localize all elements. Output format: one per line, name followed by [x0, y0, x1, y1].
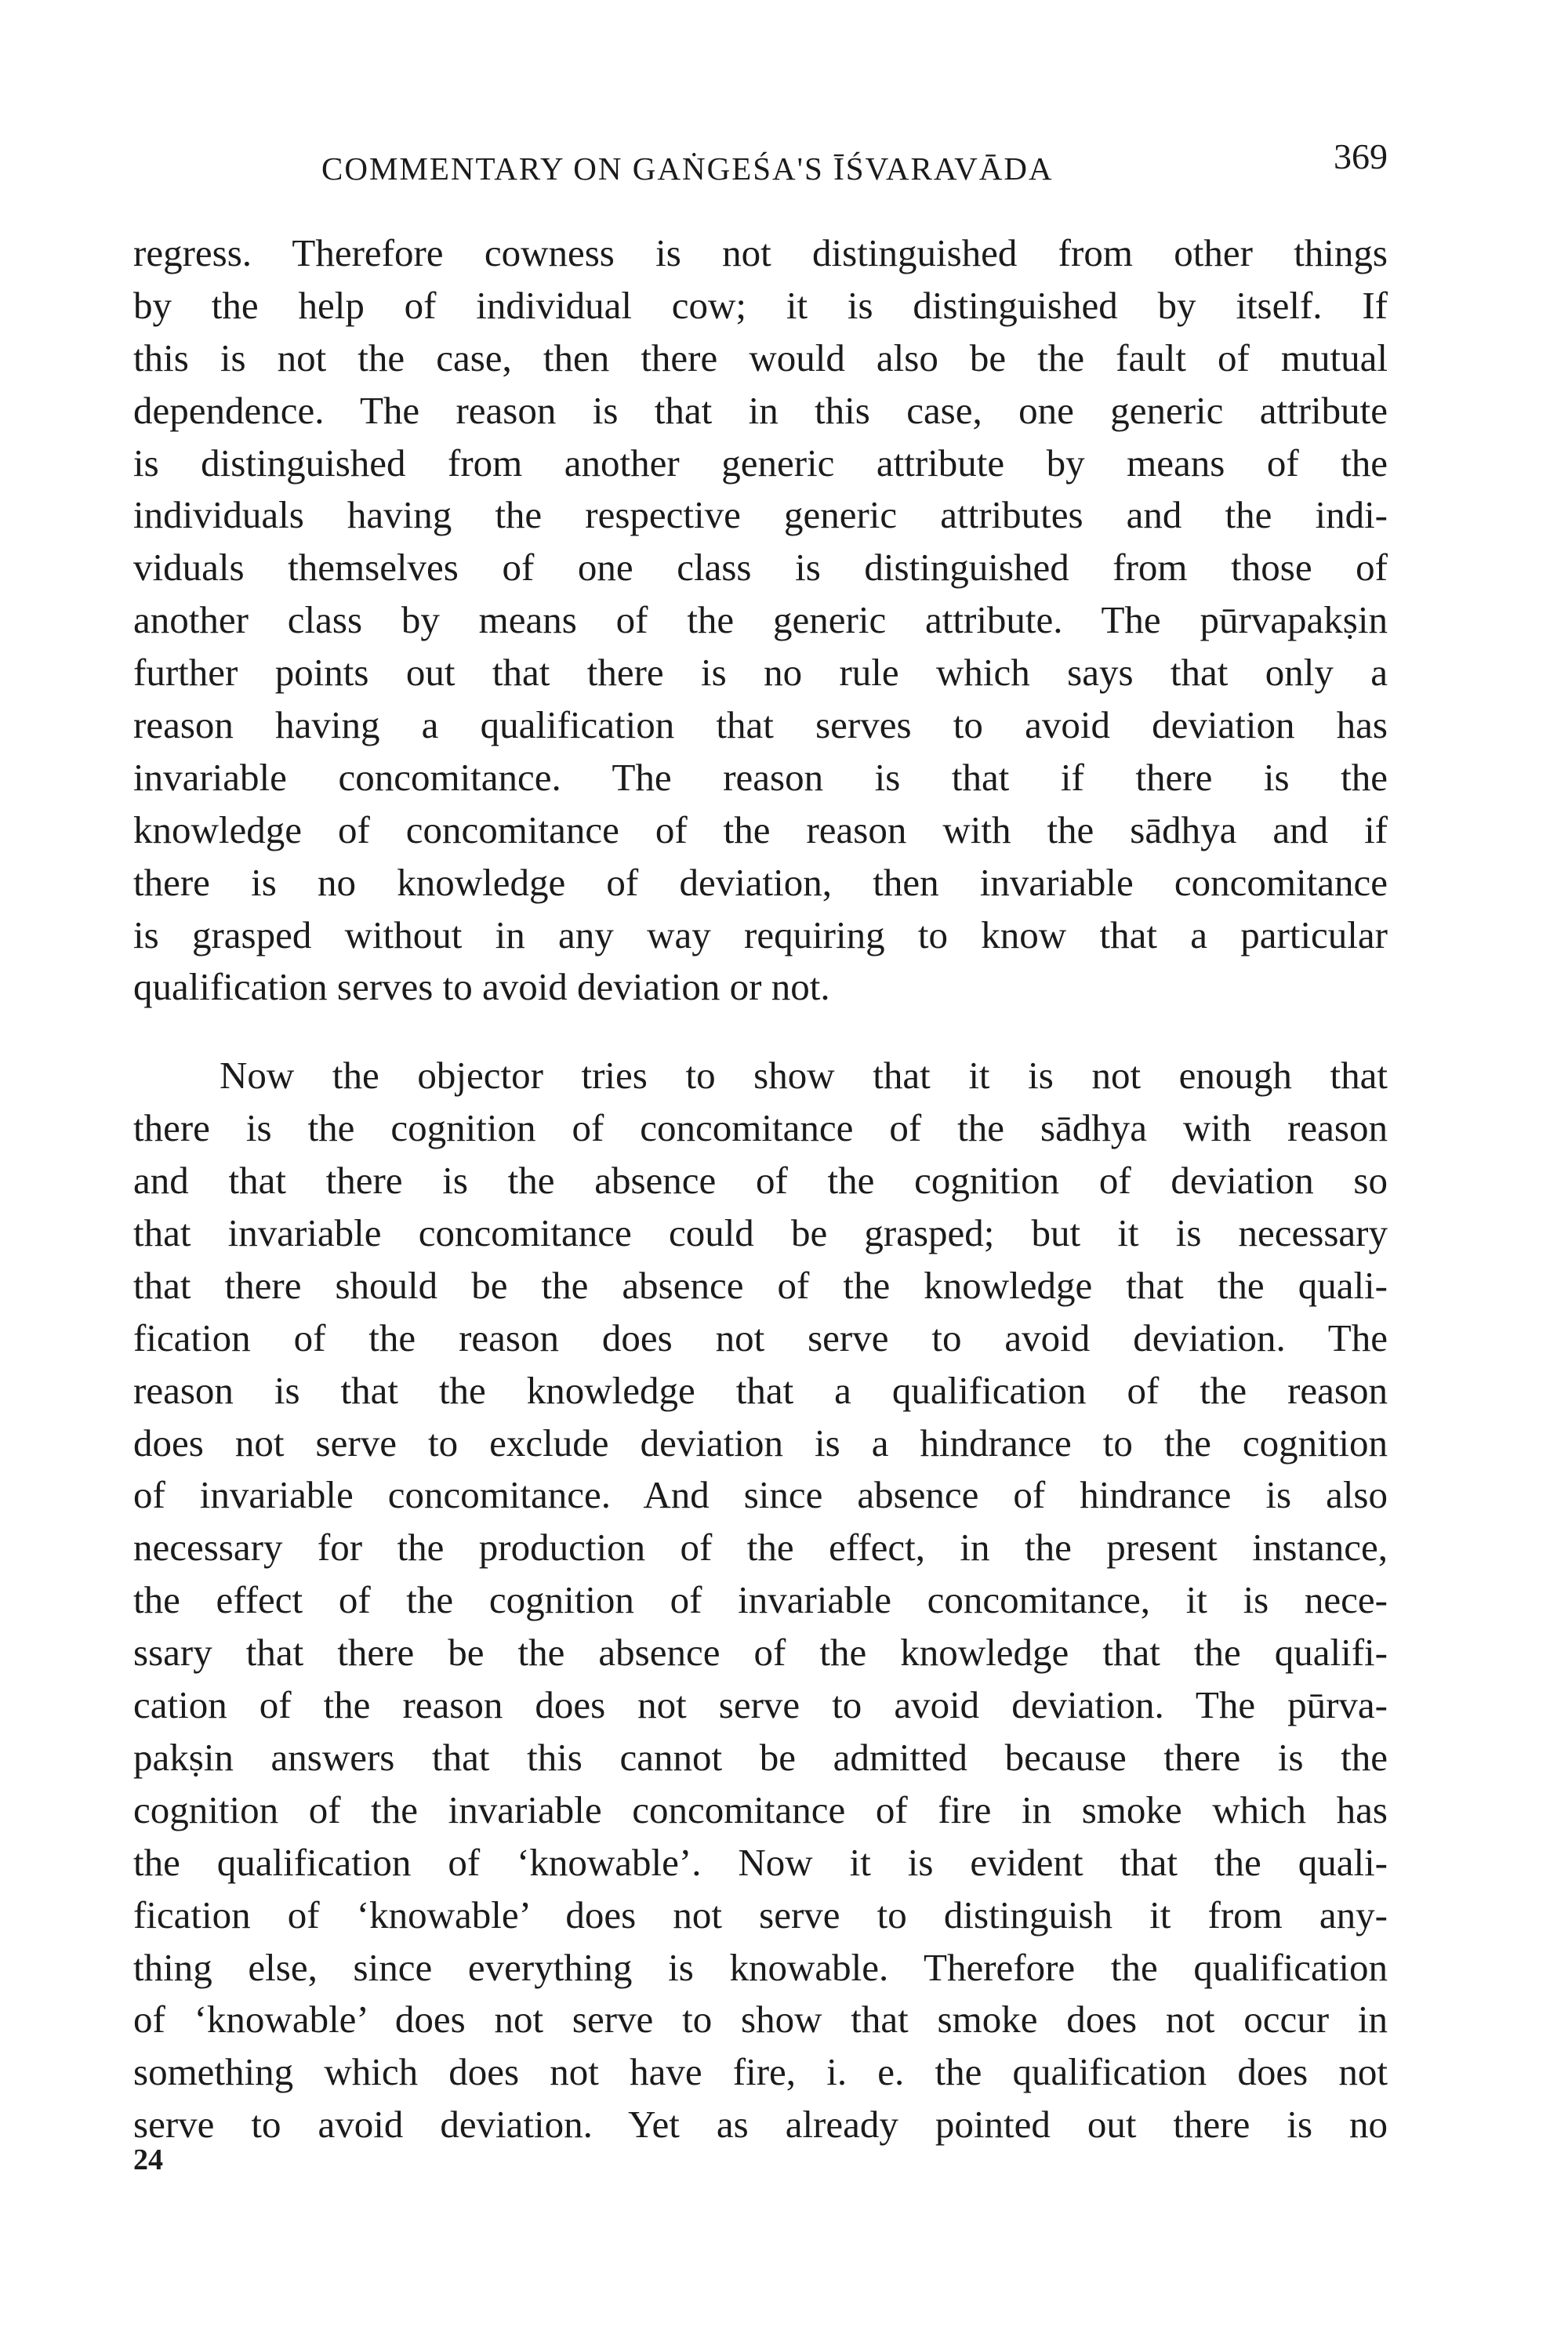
text-line: Now the objector tries to show that it is not enough that [220, 1054, 1388, 1098]
text-line: is grasped without in any way requiring to know that a particular [133, 913, 1388, 956]
text-line: serve to avoid deviation. Yet as already pointed out there is no [133, 2103, 1388, 2147]
text-line: the qualification of ‘knowable’. Now it is evident that the quali- [133, 1840, 1388, 1884]
text-line: reason is that the knowledge that a qualification of the reason [133, 1368, 1388, 1412]
text-line: does not serve to exclude deviation is a hindrance to the cognition [133, 1421, 1388, 1465]
text-line: dependence. The reason is that in this case, one generic attribute [133, 388, 1388, 432]
text-line: cation of the reason does not serve to avoid deviation. The pūrva- [133, 1683, 1388, 1727]
text-line: of ‘knowable’ does not serve to show that smoke does not occur in [133, 1998, 1388, 2042]
text-line: this is not the case, then there would also be the fault of mutual [133, 336, 1388, 379]
text-line: of invariable concomitance. And since absence of hindrance is also [133, 1473, 1388, 1517]
text-line: regress. Therefore cowness is not distinguished from other things [133, 231, 1388, 274]
running-title: COMMENTARY ON GAṄGEŚA'S ĪŚVARAVĀDA [321, 151, 1054, 187]
text-line: there is the cognition of concomitance of the sādhya with reason [133, 1106, 1388, 1150]
paragraph-1 [133, 227, 1388, 1014]
text-line: thing else, since everything is knowable. Therefore the qualification [133, 1945, 1388, 1989]
text-line: the effect of the cognition of invariable concomitance, it is nece- [133, 1578, 1388, 1622]
text-line: and that there is the absence of the cognition of deviation so [133, 1159, 1388, 1203]
text-line: by the help of individual cow; it is distinguished by itself. If [133, 283, 1388, 327]
text-line: fication of ‘knowable’ does not serve to distinguish it from any- [133, 1893, 1388, 1936]
running-head [133, 129, 1388, 192]
text-line: ssary that there be the absence of the knowledge that the qualifi- [133, 1631, 1388, 1675]
text-line: necessary for the production of the effect, in the present instance, [133, 1526, 1388, 1570]
text-line: something which does not have fire, i. e. the qualification does not [133, 2050, 1388, 2094]
text-line: knowledge of concomitance of the reason with the sādhya and if [133, 808, 1388, 851]
text-line: that there should be the absence of the knowledge that the quali- [133, 1263, 1388, 1307]
text-line: individuals having the respective generic attributes and the indi- [133, 493, 1388, 537]
text-line: invariable concomitance. The reason is that if there is the [133, 755, 1388, 799]
text-line: is distinguished from another generic attribute by means of the [133, 441, 1388, 485]
text-line: viduals themselves of one class is distinguished from those of [133, 546, 1388, 590]
text-line: that invariable concomitance could be grasped; but it is necessary [133, 1211, 1388, 1255]
text-line: fication of the reason does not serve to avoid deviation. The [133, 1316, 1388, 1359]
text-line: another class by means of the generic attribute. The pūrvapakṣin [133, 598, 1388, 642]
body-text [133, 227, 1388, 2151]
text-line: qualification serves to avoid deviation or not. [133, 965, 830, 1009]
signature-mark: 24 [133, 2143, 163, 2176]
page-number: 369 [1334, 136, 1388, 176]
text-line: cognition of the invariable concomitance of fire in smoke which has [133, 1788, 1388, 1831]
text-line: further points out that there is no rule which says that only a [133, 651, 1388, 695]
text-line: pakṣin answers that this cannot be admitted because there is the [133, 1735, 1388, 1779]
text-line: there is no knowledge of deviation, then invariable concomitance [133, 860, 1388, 904]
text-line: reason having a qualification that serves to avoid deviation has [133, 703, 1388, 747]
paragraph-2 [133, 1050, 1388, 2151]
